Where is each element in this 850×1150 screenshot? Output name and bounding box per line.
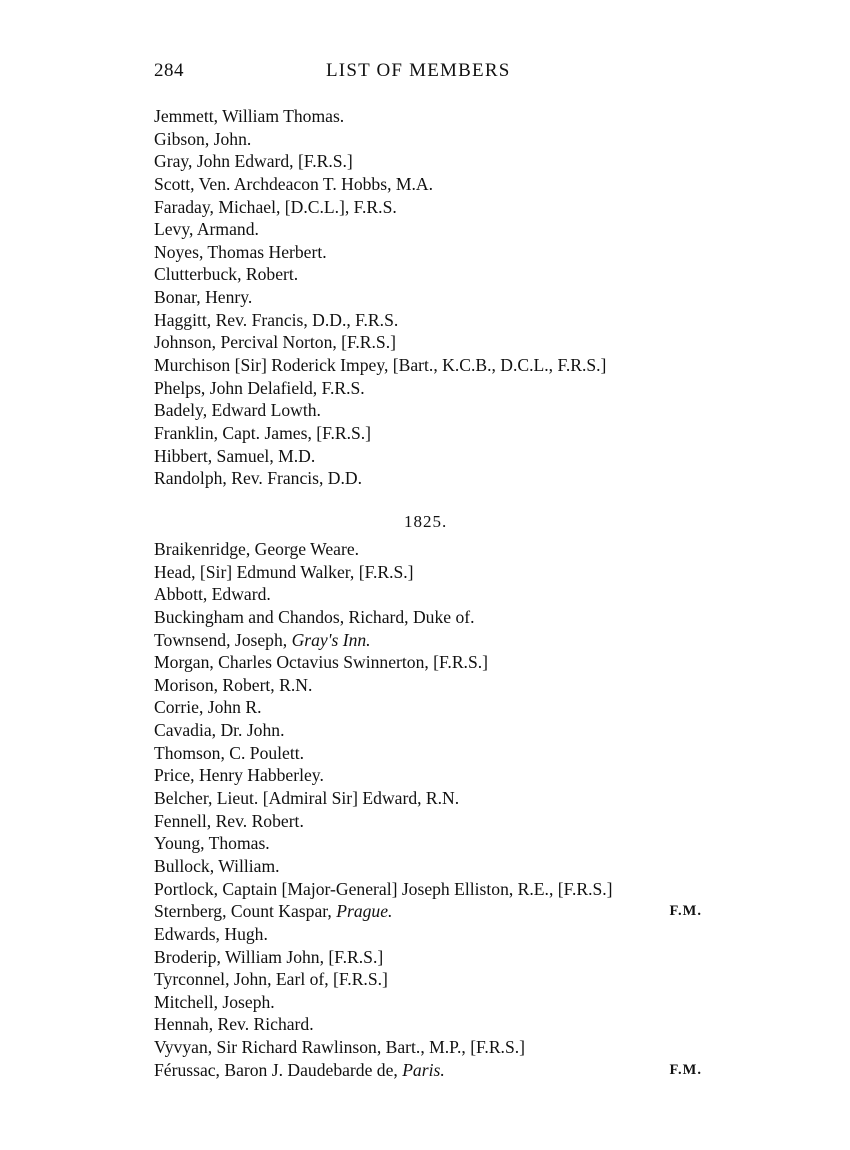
member-entry	[154, 900, 702, 923]
member-entry	[154, 946, 702, 969]
member-name: Johnson, Percival Norton, [F.R.S.]	[154, 332, 396, 353]
foreign-member-mark: F.M.	[669, 1061, 702, 1078]
member-entry	[154, 832, 702, 855]
member-entry	[154, 968, 702, 991]
member-name: Price, Henry Habberley.	[154, 765, 324, 786]
member-entry	[154, 923, 702, 946]
member-entry	[154, 150, 702, 173]
member-name: Haggitt, Rev. Francis, D.D., F.R.S.	[154, 309, 399, 330]
member-entry	[154, 309, 702, 332]
member-name: Vyvyan, Sir Richard Rawlinson, Bart., M.P., [F.R.S.]	[154, 1037, 525, 1058]
member-place: Paris.	[402, 1059, 445, 1080]
member-place: Gray's Inn.	[291, 629, 371, 650]
member-name: Thomson, C. Poulett.	[154, 742, 305, 763]
member-name: Morgan, Charles Octavius Swinnerton, [F.R.S.]	[154, 652, 488, 673]
member-name: Badely, Edward Lowth.	[154, 400, 321, 421]
member-name: Noyes, Thomas Herbert.	[154, 241, 327, 262]
member-entry	[154, 105, 702, 128]
member-name: Hennah, Rev. Richard.	[154, 1014, 314, 1035]
member-entry	[154, 467, 702, 490]
member-name: Murchison [Sir] Roderick Impey, [Bart., K.C.B., D.C.L., F.R.S.]	[154, 355, 607, 376]
member-entry	[154, 651, 702, 674]
member-entry	[154, 810, 702, 833]
member-entry	[154, 1059, 702, 1082]
member-entry	[154, 377, 702, 400]
member-name: Gibson, John.	[154, 128, 252, 149]
member-entry	[154, 561, 702, 584]
member-name: Morison, Robert, R.N.	[154, 674, 313, 695]
member-name: Abbott, Edward.	[154, 584, 271, 605]
member-entry	[154, 696, 702, 719]
member-entry	[154, 719, 702, 742]
member-name: Fennell, Rev. Robert.	[154, 810, 304, 831]
member-list-1825	[154, 538, 702, 1081]
member-entry	[154, 764, 702, 787]
member-entry	[154, 286, 702, 309]
page-number: 284	[154, 60, 184, 81]
member-entry	[154, 1013, 702, 1036]
member-entry	[154, 354, 702, 377]
member-name: Faraday, Michael, [D.C.L.], F.R.S.	[154, 196, 397, 217]
member-name: Edwards, Hugh.	[154, 923, 268, 944]
member-name: Randolph, Rev. Francis, D.D.	[154, 468, 363, 489]
member-name: Cavadia, Dr. John.	[154, 720, 285, 741]
member-name: Head, [Sir] Edmund Walker, [F.R.S.]	[154, 561, 414, 582]
member-name: Portlock, Captain [Major-General] Joseph Elliston, R.E., [F.R.S.]	[154, 878, 613, 899]
running-head: LIST OF MEMBERS	[326, 60, 511, 81]
member-name: Jemmett, William Thomas.	[154, 106, 345, 126]
member-name: Levy, Armand.	[154, 219, 259, 240]
member-entry	[154, 742, 702, 765]
member-place: Prague.	[336, 901, 393, 922]
member-name: Corrie, John R.	[154, 697, 262, 718]
member-entry	[154, 241, 702, 264]
member-entry	[154, 218, 702, 241]
member-entry	[154, 606, 702, 629]
member-entry	[154, 263, 702, 286]
member-entry	[154, 422, 702, 445]
member-list-1824	[154, 105, 702, 490]
member-name: Bonar, Henry.	[154, 287, 253, 308]
member-entry	[154, 128, 702, 151]
member-entry	[154, 1036, 702, 1059]
member-name: Phelps, John Delafield, F.R.S.	[154, 377, 365, 398]
member-name: Tyrconnel, John, Earl of, [F.R.S.]	[154, 969, 388, 990]
member-name: Scott, Ven. Archdeacon T. Hobbs, M.A.	[154, 173, 434, 194]
member-entry	[154, 629, 702, 652]
member-name: Braikenridge, George Weare.	[154, 539, 360, 559]
member-name: Young, Thomas.	[154, 833, 270, 854]
member-name: Broderip, William John, [F.R.S.]	[154, 946, 384, 967]
member-entry	[154, 538, 702, 561]
member-entry	[154, 674, 702, 697]
member-entry	[154, 445, 702, 468]
member-name: Buckingham and Chandos, Richard, Duke of.	[154, 606, 475, 627]
member-name: Bullock, William.	[154, 855, 280, 876]
member-entry	[154, 991, 702, 1014]
year-heading-1825: 1825.	[404, 512, 448, 531]
member-name: Férussac, Baron J. Daudebarde de,	[154, 1059, 403, 1080]
member-entry	[154, 583, 702, 606]
member-name: Franklin, Capt. James, [F.R.S.]	[154, 422, 372, 443]
member-entry	[154, 173, 702, 196]
member-entry	[154, 196, 702, 219]
member-entry	[154, 855, 702, 878]
member-entry	[154, 331, 702, 354]
member-name: Belcher, Lieut. [Admiral Sir] Edward, R.N.	[154, 788, 460, 809]
foreign-member-mark: F.M.	[669, 903, 702, 920]
member-name: Townsend, Joseph,	[154, 629, 292, 650]
member-entry	[154, 787, 702, 810]
member-name: Sternberg, Count Kaspar,	[154, 901, 337, 922]
member-entry	[154, 878, 702, 901]
member-name: Hibbert, Samuel, M.D.	[154, 445, 316, 466]
member-entry	[154, 399, 702, 422]
member-name: Gray, John Edward, [F.R.S.]	[154, 151, 353, 172]
member-name: Mitchell, Joseph.	[154, 991, 275, 1012]
member-name: Clutterbuck, Robert.	[154, 264, 299, 285]
